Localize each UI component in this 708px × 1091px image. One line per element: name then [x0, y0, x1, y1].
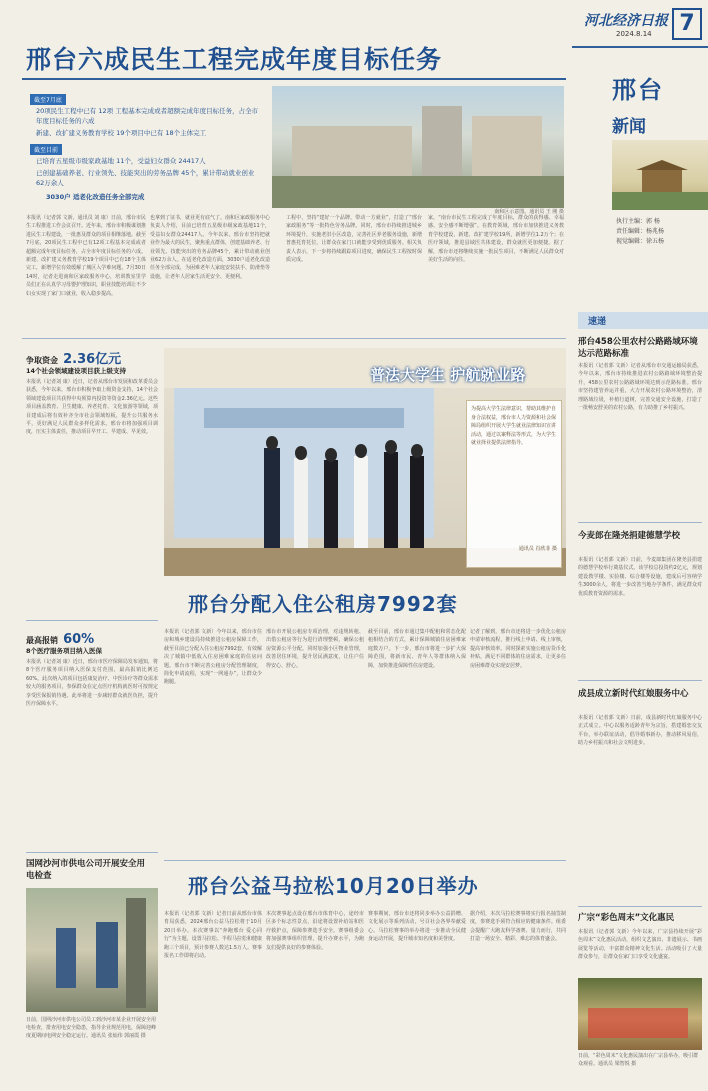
right-item3-text: 本报讯（记者郭 文新）日前，成县新时代红娘服务中心正式成立。中心以服务适龄青年为宗旨，搭建婚恋交友平台，举办联谊活动，倡导婚事新办，推动移风易俗，助力乡村振兴和社会文明进步。 [578, 715, 702, 747]
box2-text2: 已创建基础养老、行业领先、技能突出的劳务品牌 45个，累计带动就业创业 62万余人 [36, 169, 255, 187]
right-item4-photo [578, 978, 702, 1050]
story1-col3: 工程中，坚持“建好一个品牌、带动一方就业”，打造了“邢台家政服务”等一批特色劳务品牌。同时，邢台市持续推进城乡环境提升，实施老旧小区改造，完善社区养老服务设施，新增普惠托育托位，让群众在家门口就能享受到优质服务。相关负责人表示，下一步将持续跟踪项目进度，确保民生工程按时保质完成。 [286, 215, 422, 264]
right-item1-text: 本报讯（记者郭 文新）记者从邢台市交通运输局获悉，今年以来，邢台市持续推进农村公路路域环境整治提升，458公里农村公路路域环境达到示范路标准。邢台市坚持建管养运并重，大力开展农村公路环境整治，清理路域垃圾，补植行道树，完善交通安全设施，打造了一批畅安舒美的农村公路，有力助推了乡村振兴。 [578, 363, 702, 412]
left1-head-num: 2.36亿元 [63, 352, 122, 367]
left1-head [26, 348, 166, 367]
credit-line-1: 执行主编：郭 杨 [616, 218, 660, 225]
right-item3-title: 成县成立新时代红娘服务中心 [578, 689, 689, 699]
story4-title: 邢台公益马拉松10月20日举办 [188, 874, 479, 898]
section-art [612, 140, 708, 210]
story4-col3: 赛事期间，邢台市还将同步举办公益捐赠、文化展示等系列活动，号召社会各界奉献爱心。马拉松赛事的举办将进一步推动全民健身运动开展，提升城市知名度和美誉度。 [368, 911, 466, 943]
story1-photo [272, 86, 564, 208]
right-item4-title: 广宗“彩色周末”文化惠民 [578, 913, 675, 923]
story3-col1: 本报讯（记者郭 文新）今年以来，邢台市住房和城乡建设局持续推进公租房保障工作，截至目前已分配入住公租房7992套，有效解决了城镇中低收入住房困难家庭的住房问题。邢台市不断完善公租房分配管理制度，简化申请流程，实现“一网通办”，让群众少跑腿。 [164, 629, 262, 686]
story2-credit: 通讯员 肖欣菲 摄 [518, 546, 557, 552]
left1-head-label: 争取资金 [26, 356, 58, 365]
story3-col2: 邢台市开展公租房专项治理，对违规转租、出借公租房等行为进行清理整顿，确保公租房资源公平分配。同时加强小区物业管理，改善居住环境，提升居民满意度，让住户住得安心、舒心。 [266, 629, 364, 669]
story2-caption-box [466, 400, 562, 568]
quick-label: 速递 [578, 312, 708, 329]
story2-caption: 为提高大学生法律意识，帮助其维护自身合法权益，邢台市人力资源和社会保障局组织开展大学生就业法律知识宣讲活动，通过以案释法等形式，为大学生就业择业提供法律指导。 [471, 406, 557, 447]
section-title: 邢台 [612, 76, 664, 104]
story3-col3: 截至目前，邢台市通过集中配租和常态化配租相结合的方式，累计保障城镇住房困难家庭数万户。下一步，邢台市将进一步扩大保障范围，将新市民、青年人等群体纳入保障，加快推进保障性住房建设。 [368, 629, 466, 669]
left3-title: 国网沙河市供电公司开展安全用电检查 [26, 859, 146, 881]
credit-line-3: 视觉编辑：徐五杨 [616, 238, 665, 245]
section-sub: 新闻 [612, 117, 646, 137]
story3-col4: 记者了解到，邢台市还将进一步优化公租房申请审核流程，推行线上申请、线上审核，提高审核效率。同时探索实施公租房货币化补贴，满足不同群体的住房需求，让更多住房困难群众实现安居梦。 [470, 629, 566, 669]
right-item2-title: 今麦郎在隆尧捐建德慧学校 [578, 531, 681, 541]
story1-col1: 本报讯（记者郭 文新、通讯员 刘 康）日前，邢台市民生工程推进工作会议召开。近年来，邢台市积极谋划推进民生工程建设，一批惠及群众的项目相继落地。截至7月底，20项民生工程中已有12项工程基本完成或者超额完成年度目标任务，占全市年度目标任务的六成。新建、改扩建义务教育学校19个项目中已有18个主体完工，新增学位有效缓解了城区入学难问题。7月30日14时，记者走进南和区家政服务中心，培训教室里学员们正在认真学习母婴护理知识，职业技能培训让不少妇女实现了家门口就业，收入稳步提高。 [26, 215, 146, 297]
story1-col2: 也拿到了证书，就业更有底气了。南和区家政服务中心负责人介绍，目前已培育五星级市级家政基地11个，受益妇女群众24417人。今年以来，邢台市坚持把就业作为最大的民生，聚焦重点群体，创建基础养老、行业领先、技能突出的劳务品牌45个，累计带动就业创业62万余人。在适老化改造方面，3030户适老化改造任务全部完成，为困难老年人家庭安装扶手、防滑垫等设施，让老年人居家生活更安全、更便利。 [150, 215, 270, 280]
story1-title: 邢台六成民生工程完成年度目标任务 [26, 45, 443, 74]
left2-text: 本报讯（记者刘 康）近日，邢台市医疗保障局发布通知，将8个医疗服务项目纳入医保支付范围，最高报销比例达60%。此次纳入的项目包括康复治疗、中医诊疗等群众需求较大的服务项目，参保群众在定点医疗机构就医时可按规定享受医保报销待遇。此举将进一步减轻群众就医负担，提升医疗保障水平。 [26, 659, 158, 708]
story1-col4: 家，“南台市民生工程完成了年度目标，群众的获得感、幸福感、安全感不断增强”。在教育领域，邢台市加快推进义务教育学校建设，新建、改扩建学校19所，新增学位1.2万个；在医疗领域，推进县域医共体建设，群众就医更加便捷。据了解，邢台市还将继续实施一批民生项目，不断满足人民群众对美好生活的向往。 [428, 215, 564, 264]
right-item2-text: 本报讯（记者郭 文新）日前，今麦郎集团在隆尧县捐建的德慧学校举行奠基仪式。该学校总投资约2亿元，规划建设教学楼、实验楼、综合楼等设施，建成后可容纳学生3000余人，将进一步改善当地办学条件，满足群众对优质教育资源的需求。 [578, 557, 702, 597]
masthead [572, 0, 708, 310]
left1-sub: 14个社会领域建设项目获上级支持 [26, 367, 127, 375]
right-item1-title: 邢台458公里农村公路路域环境达示范路标准 [578, 337, 698, 359]
box2-text3: 3030户 适老化改造任务全部完成 [46, 193, 145, 201]
right-item4-caption: 日前，“彩色周末”文化惠民演出在广宗县举办，吸引群众观看。通讯员 梁智锐 摄 [578, 1053, 699, 1067]
box1-text: 20项民生工程中已有 12项 工程基本完成或者超额完成年度目标任务，占全市年度目标任务的六成 [36, 107, 259, 125]
story4-col2: 本次赛事起点设在邢台市体育中心，途经市区多个标志性景点，沿途将设置补给站和医疗救护点，保障参赛选手安全。赛事组委会将加强赛事组织管理，提升办赛水平，为跑友们提供良好的参赛体验。 [266, 911, 364, 951]
paper-name: 河北经济日报 [584, 13, 668, 29]
issue-date: 2024.8.14 [616, 30, 652, 38]
page-number: 7 [672, 8, 702, 40]
box1-label: 截至7月底 [30, 94, 66, 105]
left2-head-num: 60% [63, 632, 95, 647]
left1-text: 本报讯（记者刘 康）近日，记者从邢台市发展和改革委员会获悉，今年以来，邢台市积极争取上级资金支持，14个社会领域建设项目共获得中央预算内投资等资金2.36亿元。这些项目涵盖教育、卫生健康、养老托育、文化旅游等领域，项目建成后将有效补齐全市社会领域短板，提升公共服务水平，更好满足人民群众多样化需求。邢台市将加强项目调度，压实主体责任，推动项目早开工、早建成、早见效。 [26, 379, 158, 436]
box2-label: 截至目前 [30, 144, 62, 155]
story4-col4: 据介绍，本次马拉松赛事将实行报名抽签制度，参赛选手须符合相应的健康条件。组委会提醒广大跑友科学备赛、量力而行，共同打造一场安全、精彩、难忘的体育盛会。 [470, 911, 566, 943]
story3-title: 邢台分配入住公租房7992套 [188, 592, 458, 616]
box1-text2: 新建、改扩建义务教育学校 19个项目中已有 18个主体完工 [36, 129, 207, 137]
left3-caption: 日前，国网沙河市供电公司员工到沙河市某企业开展安全用电检查，排查用电安全隐患，指导企业规范用电，保障迎峰度夏期间电网安全稳定运行。通讯员 张灿伟 郭丽霞 摄 [26, 1017, 157, 1039]
box2-text1: 已培育五星级市级家政基地 11个，受益妇女群众 24417人 [36, 157, 206, 165]
right-item4-text: 本报讯（记者郭 文新）今年以来，广宗县持续开展“彩色周末”文化惠民活动，组织文艺演出、非遗展示、书画展览等活动，丰富群众精神文化生活。活动吸引了大量群众参与，让群众在家门口享受文化盛宴。 [578, 929, 702, 961]
credit-line-2: 责任编辑：杨兆杨 [616, 228, 665, 235]
story1-photo-caption: 南和区示意图。通讯员 王 刚 摄 [494, 209, 564, 215]
left2-head [26, 628, 166, 647]
left2-sub: 8个医疗服务项目纳入医保 [26, 647, 103, 655]
story2-banner: 普法大学生 护航就业路 [370, 366, 526, 384]
left2-head-label: 最高报销 [26, 636, 58, 645]
story4-col1: 本报讯（记者郭 文新）记者日前从邢台市体育局获悉，2024邢台公益马拉松将于10月20日举办。本次赛事以“奔跑邢台 爱心同行”为主题，设置马拉松、半程马拉松和健康跑三个项目，预计参赛人数达1.5万人。赛事报名工作即将启动。 [164, 911, 262, 960]
story1-infobox [26, 92, 268, 212]
left3-photo [26, 888, 158, 1012]
